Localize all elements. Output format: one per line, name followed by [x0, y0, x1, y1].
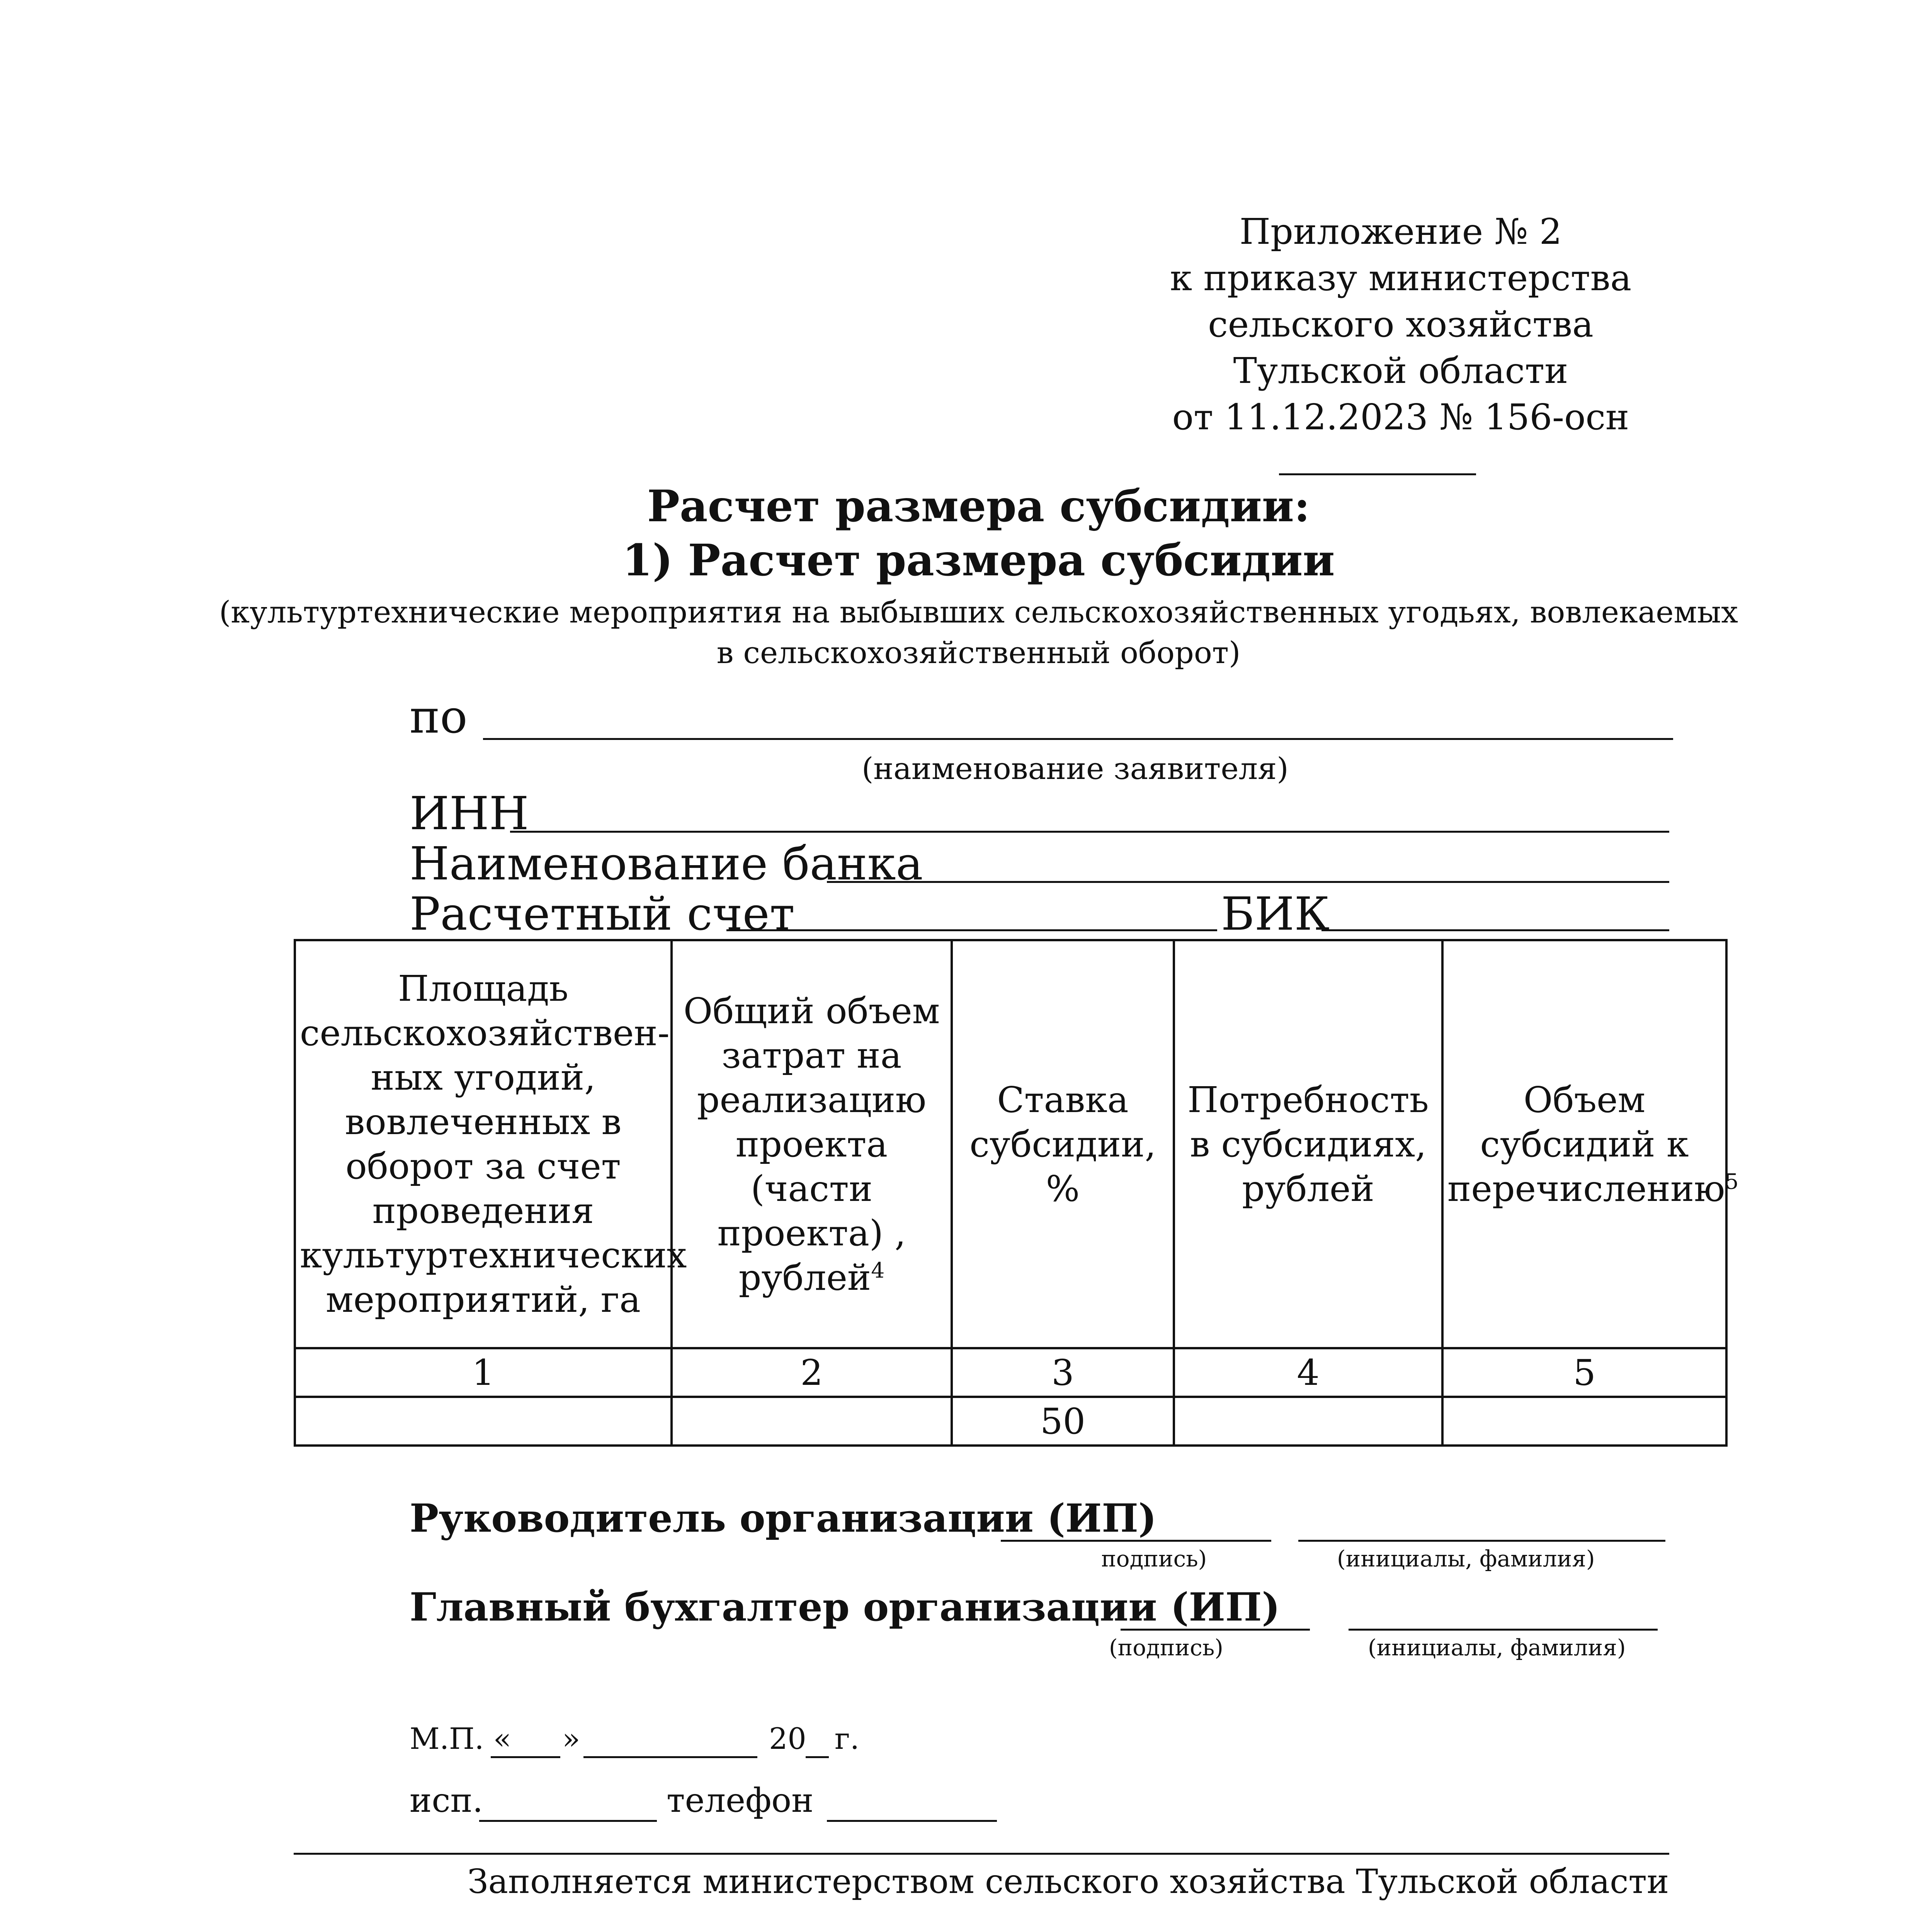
inn-field[interactable]: [510, 831, 1669, 833]
header-text: Ставка субсидии, %: [969, 1079, 1156, 1209]
appendix-underline: [1279, 473, 1476, 475]
head-name-field[interactable]: [1298, 1540, 1665, 1542]
value-cell[interactable]: [295, 1397, 672, 1446]
appendix-line: Приложение № 2: [1239, 211, 1562, 252]
accountant-sign-field[interactable]: [1121, 1629, 1310, 1631]
accountant-sign-caption: (подпись): [1109, 1634, 1223, 1661]
section-divider: [294, 1853, 1669, 1855]
header-text: Потребность в субсидиях, рублей: [1187, 1079, 1429, 1209]
phone-field[interactable]: [827, 1820, 997, 1822]
head-name-caption: (инициалы, фамилия): [1337, 1546, 1595, 1572]
header-text: Общий объем затрат на реализацию проекта (части проекта) , рублей: [683, 990, 940, 1298]
appendix-line: Тульской области: [1233, 350, 1568, 391]
header-transfer-volume: [1442, 940, 1739, 1348]
mp-suffix: г.: [835, 1721, 859, 1756]
page-subtitle: 1) Расчет размера субсидии: [622, 535, 1335, 586]
column-number: 5: [1442, 1348, 1726, 1397]
header-total-cost: [672, 940, 952, 1348]
head-label: Руководитель организации (ИП): [410, 1495, 1157, 1541]
bank-field[interactable]: [827, 881, 1669, 883]
appendix-line: к приказу министерства: [1170, 257, 1632, 299]
phone-label: телефон: [667, 1781, 814, 1820]
mp-mid: »: [562, 1721, 580, 1756]
title-note-line-1: (культуртехнические мероприятия на выбывших сельскохозяйственных угодьях, вовлекаемых: [219, 595, 1738, 630]
head-sign-caption: подпись): [1101, 1546, 1207, 1572]
header-sup: 4: [871, 1258, 885, 1283]
subsidy-calc-table: [294, 939, 1739, 1447]
appendix-block: [1082, 209, 1719, 440]
column-number: 4: [1174, 1348, 1442, 1397]
ministry-caption: Заполняется министерством сельского хозяйства Тульской области: [468, 1862, 1669, 1901]
header-area: [295, 940, 687, 1348]
bik-label: БИК: [1221, 887, 1330, 940]
header-rate: [952, 940, 1174, 1348]
mp-month-field[interactable]: [583, 1756, 757, 1758]
applicant-name-field[interactable]: [483, 738, 1673, 740]
mp-day-field[interactable]: [491, 1756, 560, 1758]
header-text: Площадь сельскохозяйствен-ных угодий, вовлеченных в оборот за счет проведения культуртехнических мероприятий, га: [300, 968, 687, 1320]
title-note-line-2: в сельскохозяйственный оборот): [716, 636, 1241, 670]
mp-prefix: М.П. «: [410, 1721, 512, 1756]
appendix-line: от 11.12.2023 № 156-осн: [1172, 396, 1629, 438]
column-number: 3: [952, 1348, 1174, 1397]
bik-field[interactable]: [1321, 929, 1669, 931]
isp-field[interactable]: [479, 1820, 657, 1822]
column-number-row: [295, 1348, 1726, 1397]
mp-year-field[interactable]: [806, 1756, 829, 1758]
header-text: Объем субсидий к перечислению: [1447, 1079, 1725, 1209]
account-label: Расчетный счет: [410, 887, 795, 940]
value-cell[interactable]: [1442, 1397, 1726, 1446]
table-header-row: [295, 940, 1726, 1348]
applicant-caption: (наименование заявителя): [862, 752, 1289, 786]
mp-year: 20: [769, 1721, 806, 1756]
value-cell[interactable]: [1174, 1397, 1442, 1446]
value-cell[interactable]: [672, 1397, 952, 1446]
page-title: Расчет размера субсидии:: [647, 481, 1310, 532]
accountant-name-caption: (инициалы, фамилия): [1368, 1634, 1626, 1661]
header-sup: 5: [1725, 1169, 1739, 1194]
accountant-name-field[interactable]: [1349, 1629, 1658, 1631]
inn-label: ИНН: [410, 787, 529, 840]
column-number: 2: [672, 1348, 952, 1397]
account-field[interactable]: [726, 929, 1217, 931]
header-need: [1174, 940, 1442, 1348]
value-cell[interactable]: 50: [952, 1397, 1174, 1446]
po-label: по: [410, 690, 468, 743]
appendix-line: сельского хозяйства: [1208, 304, 1594, 345]
value-row: [295, 1397, 1726, 1446]
head-sign-field[interactable]: [1001, 1540, 1271, 1542]
accountant-label: Главный бухгалтер организации (ИП): [410, 1584, 1280, 1630]
bank-label: Наименование банка: [410, 837, 923, 890]
column-number: 1: [295, 1348, 672, 1397]
isp-label: исп.: [410, 1781, 483, 1820]
